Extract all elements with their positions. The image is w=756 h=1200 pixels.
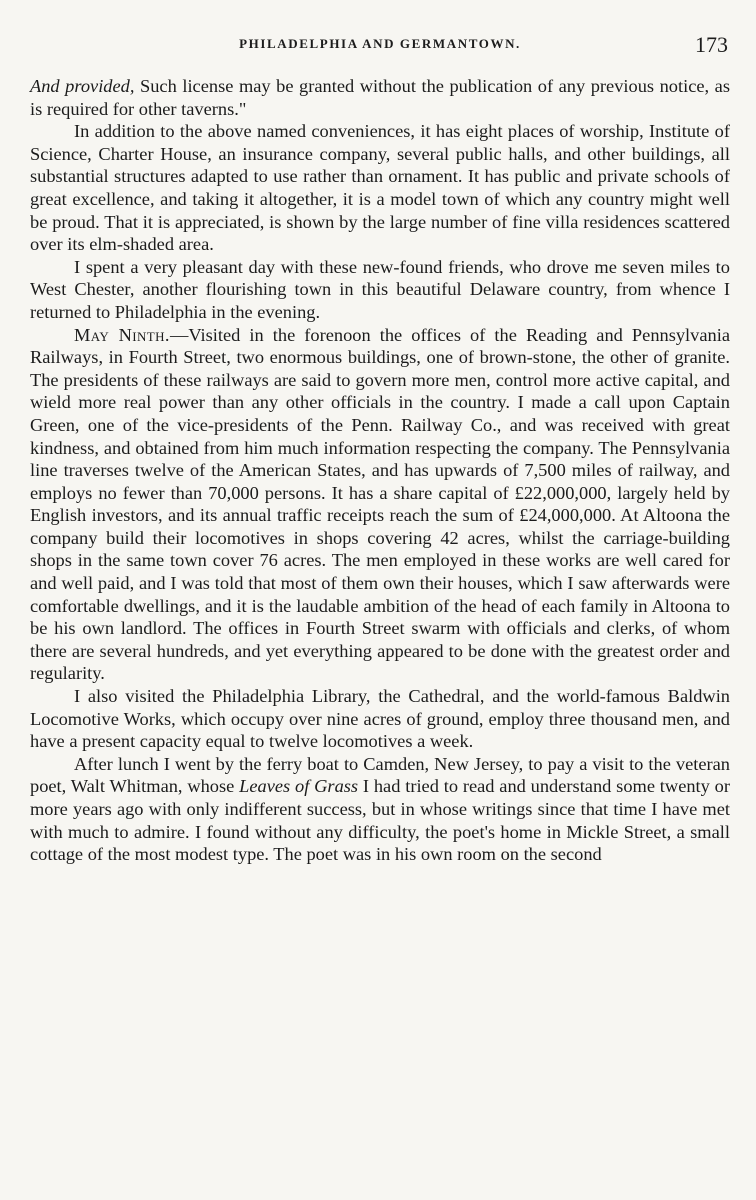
paragraph-text: Such license may be granted without the publication of any previous notice, as is required for other taverns."	[30, 76, 730, 119]
paragraph-town-conveniences	[30, 120, 730, 256]
paragraph-text: In addition to the above named conveniences, it has eight places of worship, Institute of Science, Charter House, an insurance company, several public halls, and other buildings, all substantial structures adapted to use rather than ornament. It has public and private schools of great excellence, and taking it altogether, it is a model town of which any country might well be proud. That it is appreciated, is shown by the large number of fine villa residences scattered over its elm-shaded area.	[30, 121, 730, 255]
paragraph-continued-license	[30, 75, 730, 120]
paragraph-text-before: After lunch I went by the ferry boat to Camden, New Jersey, to pay a visit to the veteran poet, Walt Whitman, whose	[30, 753, 730, 797]
paragraph-may-ninth-railways	[30, 324, 730, 686]
book-title-italic: Leaves of Grass	[239, 776, 359, 797]
paragraph-west-chester-visit	[30, 256, 730, 324]
italic-lead-phrase: And provided,	[30, 76, 135, 96]
body-text	[30, 75, 730, 866]
paragraph-text: I spent a very pleasant day with these new-found friends, who drove me seven miles to West Chester, another flourishing town in this beautiful Delaware country, from whence I returned to Philadelphia in the evening.	[30, 256, 730, 322]
paragraph-text: I also visited the Philadelphia Library, the Cathedral, and the world-famous Baldwin Locomotive Works, which occupy over nine acres of ground, employ three thousand men, and have a present capacity equal to twelve locomotives a week.	[30, 686, 730, 752]
running-title: PHILADELPHIA AND GERMANTOWN.	[239, 36, 521, 51]
paragraph-whitman-visit	[30, 753, 730, 866]
paragraph-text-after: I had tried to read and understand some twenty or more years ago with only indifferent success, but in whose writings since that time I have met with much to admire. I found without any difficulty, the poet's home in Mickle Street, a small cottage of the most modest type. The poet was in his own room on the second	[30, 776, 730, 865]
running-head	[30, 30, 730, 56]
paragraph-library-baldwin	[30, 685, 730, 753]
page-number: 173	[695, 32, 728, 57]
paragraph-text: —Visited in the forenoon the offices of the Reading and Pennsylvania Railways, in Fourth Street, two enormous buildings, one of brown-stone, the other of granite. The presidents of these railways are said to govern more men, control more active capital, and wield more real power than any other officials in the country. I made a call upon Captain Green, one of the vice-presidents of the Penn. Railway Co., and was received with great kindness, and obtained from him much information respecting the company. The Pennsylvania line traverses twelve of the American States, and has upwards of 7,500 miles of railway, and employs no fewer than 70,000 persons. It has a share capital of £22,000,000, largely held by English investors, and its annual traffic receipts reach the sum of £24,000,000. At Altoona the company build their locomotives in shops covering 42 acres, whilst the carriage-building shops in the same town cover 76 acres. The men employed in these works are well cared for and well paid, and I was told that most of them own their houses, which I saw afterwards were comfortable dwellings, and it is the laudable ambition of the head of each family in Altoona to be his own landlord. The offices in Fourth Street swarm with officials and clerks, of whom there are several hundreds, and yet everything appeared to be done with the greatest order and regularity.	[30, 324, 730, 684]
date-heading-smallcaps: May Ninth.	[74, 324, 170, 345]
